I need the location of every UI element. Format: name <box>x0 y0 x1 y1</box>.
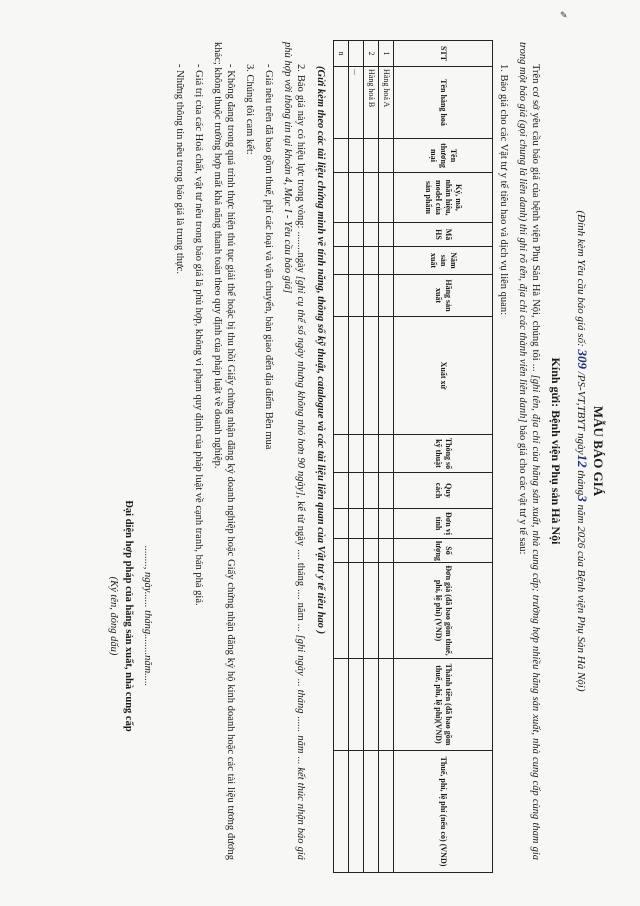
header-cell: Quy cách <box>393 473 492 509</box>
header-cell: Thành tiền (đã bao gồm thuế, phí, lệ phí)(VND) <box>393 659 492 751</box>
stt-cell: n <box>333 41 348 67</box>
table-row <box>333 41 348 873</box>
header-cell: Số lượng <box>393 539 492 563</box>
header-cell: Mã HS <box>393 223 492 247</box>
form-subtitle: (Đính kèm Yêu cầu báo giá số: 309 /PS-VT,TBYT ngày12 tháng3 năm 2026 của Bệnh viện Phụ Sản Hà Nội) <box>574 210 590 692</box>
item-name-cell: ... <box>348 67 363 139</box>
header-cell: STT <box>393 41 492 67</box>
header-cell: Hãng sản xuất <box>393 275 492 317</box>
date-line: ........, ngày...... tháng........năm..... <box>142 545 154 687</box>
table-row <box>363 41 378 873</box>
quotation-table <box>333 40 493 873</box>
header-cell: Ký, mã, nhãn hiệu, model của sản phẩm <box>393 173 492 223</box>
request-number-handwritten: 309 <box>574 349 590 369</box>
item-1-heading: 1. Báo giá cho các Vật tư y tế tiêu hao và dịch vụ liên quan: <box>497 64 509 316</box>
commitment-2: - Giá trị của các Hoá chất, vật tư nêu trong báo giá là phù hợp, không vi phạm quy định của pháp luật về cạnh tranh, bán phá giá. <box>192 64 204 606</box>
item-3-heading: 3. Chúng tôi cam kết: <box>244 64 256 155</box>
intro-paragraph: Trên cơ sở yêu cầu báo giá của bệnh viện Phụ Sản Hà Nội, chúng tôi ... [ghi tên, địa chỉ của hãng sản xuất, nhà cung cấp; trường hợp nhiều hãng sản xuất, nhà cung cấp cùng tham gia trong một báo giá (gọi chung là liên danh) thì ghi rõ tên, địa chỉ các thành viên liên danh] báo giá cho các vật tư y tế sau: <box>516 42 541 861</box>
commitment-1: - Không đang trong quá trình thực hiện thủ tục giải thể hoặc bị thu hồi Giấy chứng nhận đăng ký doanh nghiệp hoặc Giấy chứng nhận đăng ký hộ kinh doanh hoặc các tài liệu tương đương khác; không thuộc trường hợp mất khả năng thanh toán theo quy định của pháp luật về doanh nghiệp. <box>211 42 236 860</box>
stt-cell <box>348 41 363 67</box>
table-header-row <box>393 41 492 873</box>
header-cell: Năm sản xuất <box>393 247 492 275</box>
request-month-handwritten: 3 <box>574 495 590 502</box>
table-note: (Gửi kèm theo các tài liệu chứng minh về tính năng, thông số kỹ thuật, catalogue và các tài liệu liên quan của Vật tư y tế tiêu hao ) <box>314 66 326 635</box>
stt-cell: 1 <box>378 41 393 67</box>
item-name-cell <box>333 67 348 139</box>
item-2-validity: 2. Báo giá này có hiệu lực trong vòng: ........ngày [ghi cụ thể số ngày nhưng không nhỏ hơn 90 ngày], kể từ ngày .... tháng .... năm ... [ghi ngày ... tháng ...... năm ... kết thúc nhận báo giá phù hợp với thông tin tại khoản 4, Mục I - Yêu cầu báo giá] <box>282 42 307 861</box>
header-cell: Tên hàng hoá <box>393 67 492 139</box>
form-title: MẪU BÁO GIÁ <box>591 405 606 497</box>
signer-note: (Ký tên, đóng dấu) <box>108 576 120 656</box>
quotation-form <box>20 6 640 896</box>
table-row <box>348 41 363 873</box>
header-cell: Đơn giá (đã bao gồm thuế, phí, lệ phí) (VND) <box>393 563 492 659</box>
header-cell: Tên thương mại <box>393 139 492 173</box>
item-name-cell: Hàng hoá A <box>378 67 393 139</box>
signer-title: Đại diện hợp pháp của hãng sản xuất, nhà cung cấp <box>123 500 135 732</box>
item-name-cell: Hàng hoá B <box>363 67 378 139</box>
header-cell: Đơn vị tính <box>393 509 492 539</box>
header-cell: Thuế, phí, lệ phí (nếu có) (VND) <box>393 751 492 873</box>
stt-cell: 2 <box>363 41 378 67</box>
table-row <box>378 41 393 873</box>
price-note: - Giá nêu trên đã bao gồm thuế, phí các loại và vận chuyển, bàn giao đến địa điểm Bên mua <box>263 64 275 450</box>
recipient-line: Kính gửi: Bệnh viện Phụ sản Hà Nội <box>549 357 563 545</box>
request-day-handwritten: 12 <box>574 454 590 468</box>
corner-mark: ✎ <box>560 10 568 20</box>
commitment-3: - Những thông tin nêu trong báo giá là trung thực. <box>173 64 185 274</box>
header-cell: Thông số kỹ thuật <box>393 435 492 473</box>
header-cell: Xuất xứ <box>393 317 492 435</box>
